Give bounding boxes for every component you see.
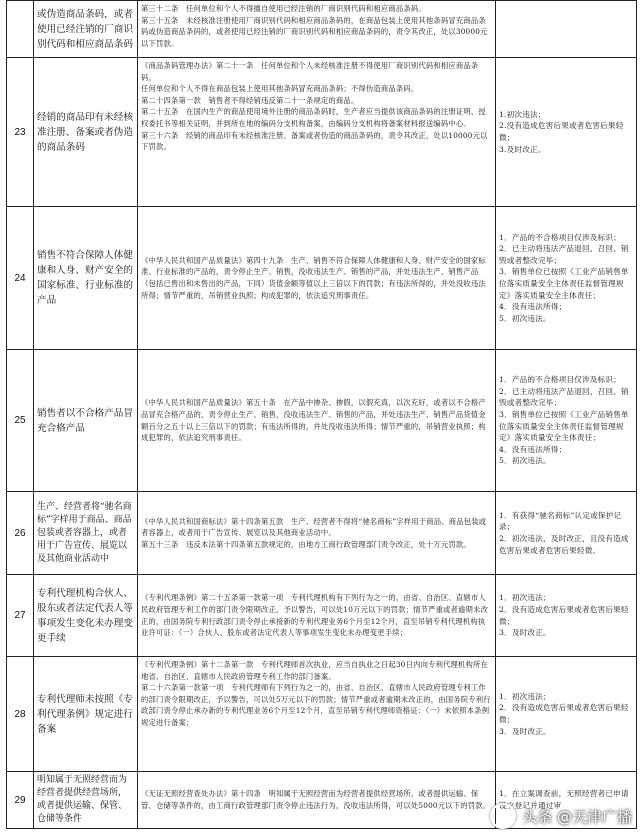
watermark xyxy=(490,804,632,828)
row-number: 23 xyxy=(7,58,34,207)
conditions-cell xyxy=(496,492,637,575)
condition-item: 1.初次违法； xyxy=(499,109,546,119)
basis-paragraph: 《中华人民共和国产品质量法》第四十九条 生产、销售不符合保障人体健康和人身、财产安全的国家标准、行业标准的产品的，责令停止生产、销售，没收违法生产、销售的产品，并处违法生产、销售产品（包括已售出和未售出的产品，下同）货值金额等值以上三倍以下的罚款；有违法所得的，并处没收违法所得；情节严重的，吊销营业执照；构成犯罪的，依法追究刑事责任。 xyxy=(141,255,486,300)
legal-basis-cell xyxy=(138,207,496,350)
condition-item: 3.及时改正。 xyxy=(499,144,546,154)
condition-item: 1．产品的不合格项目仅涉及标识； xyxy=(499,375,621,385)
condition-item: 3．及时改正。 xyxy=(499,628,551,638)
row-number: 24 xyxy=(7,207,34,350)
row-number xyxy=(7,1,34,58)
violation-cell: 明知属于无照经营而为经营者提供经营场所，或者提供运输、保管、仓储等条件 xyxy=(34,772,138,829)
table-row xyxy=(7,575,637,657)
watermark-text: 头条 @天津广播 xyxy=(522,807,632,826)
condition-item: 2．已主动将违法产品退回、召回、销毁或者整改完毕； xyxy=(499,386,629,408)
row-number: 25 xyxy=(7,350,34,492)
violation-cell: 经销的商品印有未经核准注册、备案或者伪造的商品条码 xyxy=(34,58,138,207)
table-row xyxy=(7,58,637,207)
legal-basis-cell xyxy=(138,575,496,657)
condition-item: 1．初次违法； xyxy=(499,691,551,701)
condition-item: 1．有获得“驰名商标”认定或保护记录； xyxy=(499,510,622,532)
row-number: 26 xyxy=(7,492,34,575)
radio-icon xyxy=(490,803,516,829)
basis-paragraph: 第二十六条第一款第一项 专利代理师有下列行为之一的，由省、自治区、直辖市人民政府管理专利工作的部门责令限期改正，予以警告，可以处5万元以下的罚款；情节严重或者逾期未改正的，由国务院专利行政部门责令停止承办新的专利代理业务6个月至12个月，直至吊销专利代理师资格证：（一）未依照本条例规定进行备案； xyxy=(141,683,491,727)
basis-paragraph: 《商品条码管理办法》第二十一条 任何单位和个人未经核准注册不得使用厂商识别代码和相应商品条码。 xyxy=(141,61,479,82)
conditions-cell xyxy=(496,58,637,207)
table-row xyxy=(7,350,637,492)
condition-item: 2．初次违法，及时改正，且没有造成危害后果或者危害后果轻微。 xyxy=(499,534,629,555)
basis-paragraph: 《无证无照经营查处办法》第十四条 明知属于无照经营而为经营者提供经营场所，或者提供运输、保管、仓储等条件的，由工商行政管理部门责令停止违法行为，没收违法所得，可以处5000元以下的罚款。 xyxy=(141,789,491,810)
basis-paragraph: 第二十五条 在国内生产的商品使用境外注册的商品条码时，生产者应当提供该商品条码的注册证明、授权委托书等相关证明，并到所在地的编码分支机构备案，由编码分支机构将备案材料报送编码中心。 xyxy=(141,107,486,128)
legal-basis-cell xyxy=(138,58,496,207)
table-row xyxy=(7,207,637,350)
violation-cell: 或伪造商品条码，或者使用已经注销的厂商识别代码和相应商品条码 xyxy=(34,1,138,58)
condition-item: 2.没有造成危害后果或者危害后果轻微； xyxy=(499,121,624,142)
condition-item: 3．销售单位已按照《工业产品销售单位落实质量安全主体责任监督管理规定》落实质量安全主体责任； xyxy=(499,409,629,443)
conditions-cell xyxy=(496,207,637,350)
row-number: 29 xyxy=(7,772,34,829)
basis-paragraph: 第三十六条 经销的商品印有未经核准注册、备案或者伪造的商品条码的，责令其改正，处以10000元以下罚款。 xyxy=(141,130,488,152)
basis-paragraph: 第二十四条第一款 销售者不得经销违反第二十一条规定的商品。 xyxy=(141,95,359,105)
condition-item: 1．产品的不合格项目仅涉及标识； xyxy=(499,232,621,242)
conditions-cell xyxy=(496,657,637,772)
legal-basis-cell xyxy=(138,492,496,575)
condition-item: 3．销售单位已按照《工业产品销售单位落实质量安全主体责任监督管理规定》落实质量安全主体责任； xyxy=(499,267,629,300)
conditions-cell xyxy=(496,1,637,58)
violation-cell: 生产、经营者将“驰名商标”字样用于商品、商品包装或者容器上，或者用于广告宣传、展览以及其他商业活动中 xyxy=(34,492,138,575)
legal-basis-cell xyxy=(138,350,496,492)
condition-item: 3．及时改正。 xyxy=(499,726,551,736)
condition-item: 4．没有违法所得； xyxy=(499,302,567,312)
conditions-cell xyxy=(496,350,637,492)
condition-item: 1．初次违法； xyxy=(499,593,551,603)
basis-paragraph: 《专利代理条例》第十二条第一款 专利代理师首次执业，应当自执业之日起30日内向专利代理机构所在地省、自治区、直辖市人民政府管理专利工作的部门备案。 xyxy=(141,660,489,681)
condition-item: 5．初次违法。 xyxy=(499,456,551,466)
violation-cell: 专利代理师未按照《专利代理条例》规定进行备案 xyxy=(34,657,138,772)
basis-paragraph: 《中华人民共和国商标法》第十四条第五款 生产、经营者不得将“驰名商标”字样用于商品、商品包装或者容器上，或者用于广告宣传、展览以及其他商业活动中。 xyxy=(141,516,487,538)
condition-item: 5．初次违法。 xyxy=(499,313,551,323)
table-row xyxy=(7,1,637,58)
basis-paragraph: 第三十二条 任何单位和个人不得擅自使用已经注销的厂商识别代码和相应商品条码。 xyxy=(141,4,426,13)
basis-paragraph: 《专利代理条例》第二十五条第一款第一项 专利代理机构有下列行为之一的，由省、自治区、直辖市人民政府管理专利工作的部门责令限期改正，予以警告，可以处10万元以下的罚款；情节严重或者逾期未改正的，由国务院专利行政部门责令停止承接新的专利代理业务6个月至12个月，直至吊销专利代理机构执业许可证：（一）合伙人、股东或者法定代表人等事项发生变化未办理变更手续； xyxy=(141,593,489,638)
condition-item: 4．没有违法所得； xyxy=(499,444,567,454)
legal-basis-cell xyxy=(138,657,496,772)
conditions-cell xyxy=(496,575,637,657)
table-row xyxy=(7,657,637,772)
legal-basis-cell xyxy=(138,1,496,58)
condition-item: 1．在立案调查前，无照经营者已申请设立登记并通过审 xyxy=(499,789,629,810)
violation-cell: 专利代理机构合伙人、股东或者法定代表人等事项发生变化未办理变更手续 xyxy=(34,575,138,657)
regulation-table xyxy=(6,0,637,829)
row-number: 28 xyxy=(7,657,34,772)
basis-paragraph: 任何单位和个人不得在商品包装上使用其他条码冒充商品条码；不得伪造商品条码。 xyxy=(141,84,419,94)
basis-paragraph: 第三十五条 未经核准注册使用厂商识别代码和相应商品条码的，在商品包装上使用其他条码冒充商品条码或伪造商品条码的，或者使用已经注销的厂商识别代码和相应商品条码的，责令其改正，处以30000元以下罚款。 xyxy=(141,15,488,48)
legal-basis-cell xyxy=(138,772,496,829)
violation-cell: 销售者以不合格产品冒充合格产品 xyxy=(34,350,138,492)
basis-paragraph: 第五十三条 违反本法第十四条第五款规定的，由地方工商行政管理部门责令改正，处十万元罚款。 xyxy=(141,539,471,549)
condition-item: 2．已主动将违法产品退回、召回、销毁或者整改完毕； xyxy=(499,244,629,265)
condition-item: 2．没有造成危害后果或者危害后果轻微； xyxy=(499,703,629,724)
row-number: 27 xyxy=(7,575,34,657)
violation-cell: 销售不符合保障人体健康和人身、财产安全的国家标准、行业标准的产品 xyxy=(34,207,138,350)
condition-item: 2．没有造成危害后果或者危害后果轻微； xyxy=(499,604,629,626)
basis-paragraph: 《中华人民共和国产品质量法》第五十条 在产品中掺杂、掺假，以假充真，以次充好，或者以不合格产品冒充合格产品的，责令停止生产、销售，没收违法生产、销售的产品，并处违法生产、销售产品货值金额百分之五十以上三倍以下的罚款；有违法所得的，并处没收违法所得；情节严重的，吊销营业执照；构成犯罪的，依法追究刑事责任。 xyxy=(141,398,486,443)
table-row xyxy=(7,492,637,575)
